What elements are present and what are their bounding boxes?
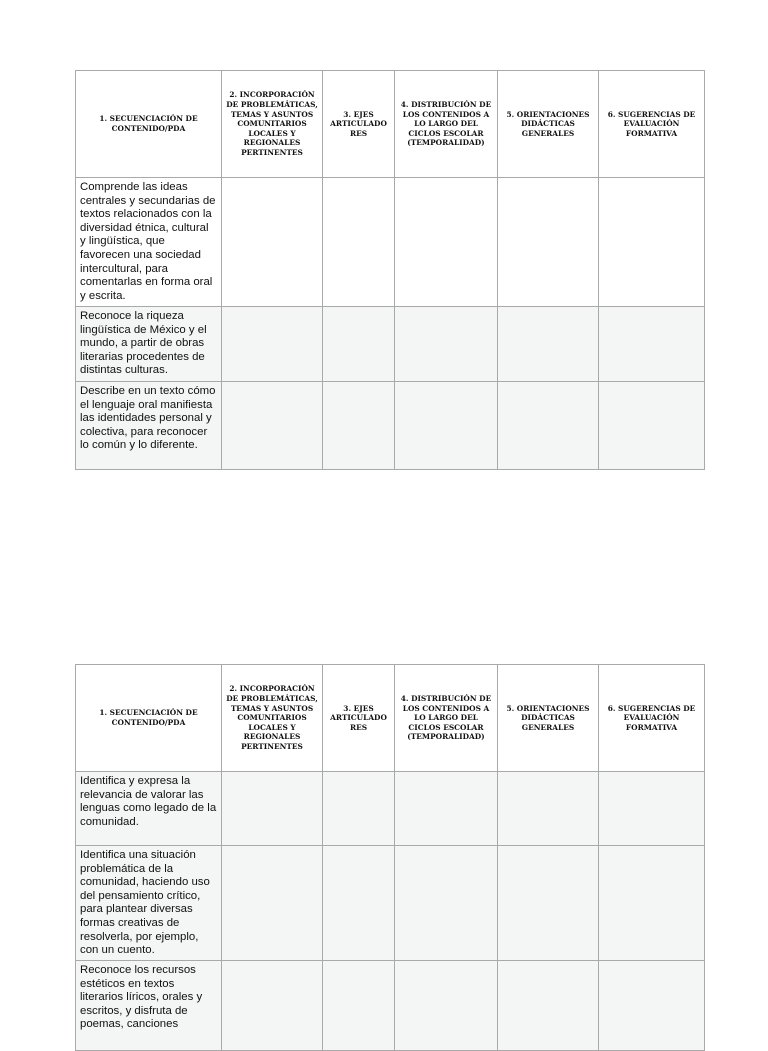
empty-cell [395,382,498,470]
header-ejes: 3. EJES ARTICULADO RES [323,665,395,772]
empty-cell [599,961,705,1051]
planning-table-1 [75,70,705,470]
empty-cell [323,382,395,470]
table-row [76,772,705,846]
header-secuenciacion: 1. SECUENCIACIÓN DE CONTENIDO/PDA [76,665,222,772]
pda-cell: Identifica y expresa la relevancia de valorar las lenguas como legado de la comunidad. [76,772,222,846]
header-sugerencias: 6. SUGERENCIAS DE EVALUACIÓN FORMATIVA [599,665,705,772]
header-orientaciones: 5. ORIENTACIONES DIDÁCTICAS GENERALES [498,71,599,178]
empty-cell [498,382,599,470]
empty-cell [498,307,599,382]
empty-cell [323,178,395,307]
header-incorporacion: 2. INCORPORACIÓN DE PROBLEMÁTICAS, TEMAS Y ASUNTOS COMUNITARIOS LOCALES Y REGIONALES PERTINENTES [222,665,323,772]
empty-cell [599,307,705,382]
empty-cell [395,772,498,846]
table-row [76,961,705,1051]
empty-cell [395,307,498,382]
empty-cell [323,846,395,961]
empty-cell [498,772,599,846]
empty-cell [498,178,599,307]
table-header-row [76,71,705,178]
empty-cell [222,382,323,470]
empty-cell [498,961,599,1051]
empty-cell [498,846,599,961]
header-distribucion: 4. DISTRIBUCIÓN DE LOS CONTENIDOS A LO LARGO DEL CICLOS ESCOLAR (TEMPORALIDAD) [395,665,498,772]
pda-cell: Identifica una situación problemática de la comunidad, haciendo uso del pensamiento crítico, para plantear diversas formas creativas de resolverla, por ejemplo, con un cuento. [76,846,222,961]
empty-cell [323,307,395,382]
empty-cell [323,961,395,1051]
empty-cell [395,178,498,307]
empty-cell [599,382,705,470]
empty-cell [395,846,498,961]
table-row [76,846,705,961]
header-incorporacion: 2. INCORPORACIÓN DE PROBLEMÁTICAS, TEMAS Y ASUNTOS COMUNITARIOS LOCALES Y REGIONALES PERTINENTES [222,71,323,178]
header-ejes: 3. EJES ARTICULADO RES [323,71,395,178]
empty-cell [323,772,395,846]
pda-cell: Describe en un texto cómo el lenguaje oral manifiesta las identidades personal y colectiva, para reconocer lo común y lo diferente. [76,382,222,470]
header-orientaciones: 5. ORIENTACIONES DIDÁCTICAS GENERALES [498,665,599,772]
header-sugerencias: 6. SUGERENCIAS DE EVALUACIÓN FORMATIVA [599,71,705,178]
pda-cell: Comprende las ideas centrales y secundarias de textos relacionados con la diversidad étnica, cultural y lingüística, que favorecen una sociedad intercultural, para comentarlas en forma oral y escrita. [76,178,222,307]
pda-cell: Reconoce la riqueza lingüística de México y el mundo, a partir de obras literarias procedentes de distintas culturas. [76,307,222,382]
header-distribucion: 4. DISTRIBUCIÓN DE LOS CONTENIDOS A LO LARGO DEL CICLOS ESCOLAR (TEMPORALIDAD) [395,71,498,178]
table-row [76,178,705,307]
empty-cell [395,961,498,1051]
table-row [76,307,705,382]
table-row [76,382,705,470]
empty-cell [222,846,323,961]
empty-cell [222,961,323,1051]
empty-cell [599,178,705,307]
empty-cell [222,307,323,382]
empty-cell [222,178,323,307]
empty-cell [599,772,705,846]
empty-cell [599,846,705,961]
empty-cell [222,772,323,846]
pda-cell: Reconoce los recursos estéticos en textos literarios líricos, orales y escritos, y disfruta de poemas, canciones [76,961,222,1051]
planning-table-2 [75,664,705,1051]
table-header-row [76,665,705,772]
header-secuenciacion: 1. SECUENCIACIÓN DE CONTENIDO/PDA [76,71,222,178]
